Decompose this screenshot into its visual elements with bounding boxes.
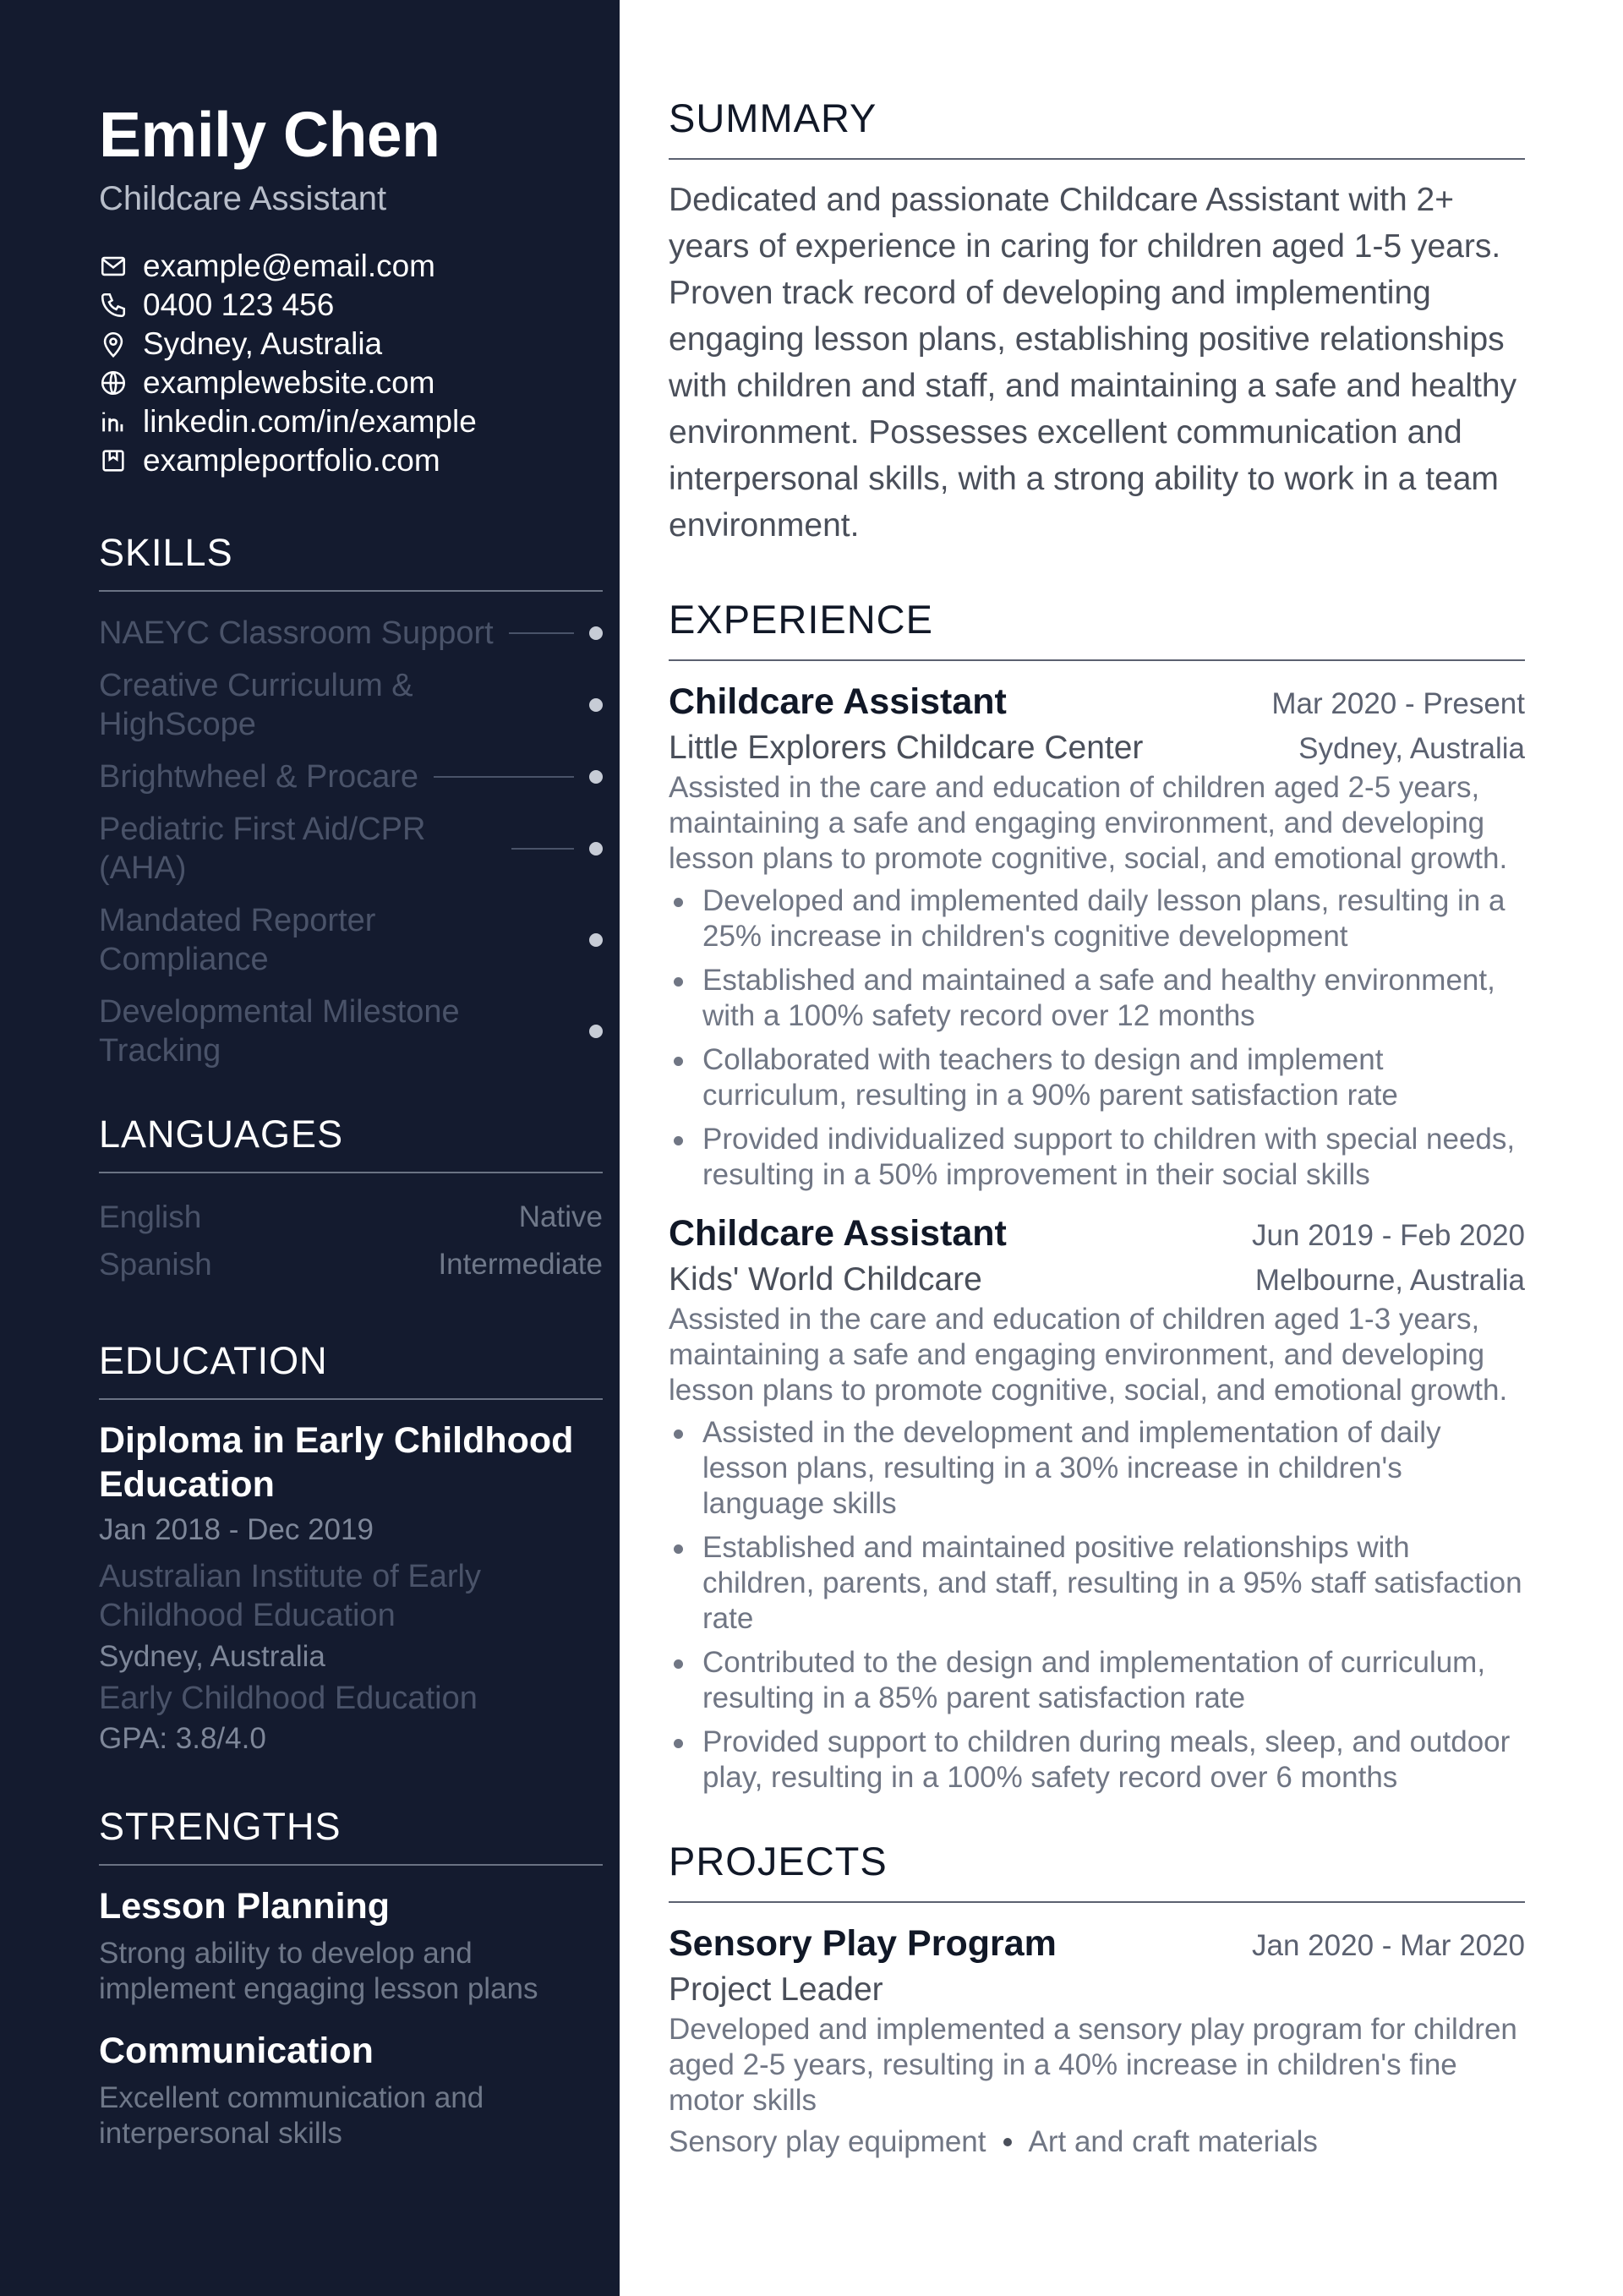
contact-location-text: Sydney, Australia: [143, 325, 383, 361]
job-bullet: Provided individualized support to children with special needs, resulting in a 50% improvement in their social skills: [669, 1122, 1525, 1193]
skill-dot: [589, 1025, 603, 1038]
globe-icon: [99, 369, 128, 397]
projects-heading: PROJECTS: [669, 1838, 1525, 1903]
skill-dot: [589, 626, 603, 640]
project-tool: Sensory play equipment: [669, 2125, 986, 2158]
project-title: Sensory Play Program: [669, 1923, 1057, 1964]
project-dates: Jan 2020 - Mar 2020: [1252, 1929, 1525, 1962]
experience-heading: EXPERIENCE: [669, 596, 1525, 661]
language-item: [99, 1194, 603, 1241]
education-location: Sydney, Australia: [99, 1639, 325, 1673]
skill-connector: [434, 776, 574, 778]
skills-list: [99, 614, 603, 1070]
skill-label: NAEYC Classroom Support: [99, 615, 494, 651]
contact-list: [99, 247, 603, 480]
phone-icon: [99, 291, 128, 320]
education-field: Early Childhood Education: [99, 1680, 478, 1716]
contact-location: [99, 325, 603, 364]
job-location: Melbourne, Australia: [1254, 1264, 1525, 1297]
skill-label: Brightwheel & Procare: [99, 758, 419, 795]
language-item: [99, 1241, 603, 1288]
contact-portfolio-text: exampleportfolio.com: [143, 442, 440, 478]
summary-heading: SUMMARY: [669, 95, 1525, 160]
linkedin-icon: [99, 407, 128, 436]
job-title: Childcare Assistant: [669, 681, 1007, 722]
skill-dot: [589, 770, 603, 784]
language-name: English: [99, 1199, 202, 1234]
job-description: Assisted in the care and education of children aged 1-3 years, maintaining a safe and engaging environment, and developing lesson plans to promote cognitive, social, and emotional growth.: [669, 1303, 1508, 1407]
experience-entry: [669, 681, 1525, 1193]
education-dates: Jan 2018 - Dec 2019: [99, 1512, 374, 1546]
strength-item: [99, 1886, 603, 2007]
skill-item: [99, 901, 603, 979]
job-dates: Mar 2020 - Present: [1271, 687, 1525, 720]
job-description: Assisted in the care and education of children aged 2-5 years, maintaining a safe and engaging environment, and developing lesson plans to promote cognitive, social, and emotional growth.: [669, 771, 1508, 875]
skill-item: [99, 614, 603, 653]
education-entry: [99, 1419, 603, 1756]
skill-item: [99, 666, 603, 744]
job-bullet: Contributed to the design and implementation of curriculum, resulting in a 85% parent satisfaction rate: [669, 1645, 1525, 1716]
skill-label: Developmental Milestone Tracking: [99, 993, 460, 1069]
strengths-list: [99, 1886, 603, 2151]
strengths-heading: STRENGTHS: [99, 1805, 603, 1866]
contact-linkedin-text: linkedin.com/in/example: [143, 403, 477, 439]
skill-item: [99, 810, 603, 888]
job-bullets: [669, 883, 1525, 1193]
skill-connector: [511, 848, 574, 850]
project-description: Developed and implemented a sensory play program for children aged 2-5 years, resulting in a 40% increase in children's fine motor skills: [669, 2013, 1517, 2117]
main-content: [620, 0, 1623, 2296]
job-bullet: Assisted in the development and implementation of daily lesson plans, resulting in a 30% increase in children's language skills: [669, 1415, 1525, 1522]
contact-phone-text: 0400 123 456: [143, 287, 335, 322]
contact-website-text: examplewebsite.com: [143, 364, 435, 400]
contact-portfolio[interactable]: [99, 441, 603, 480]
education-heading: EDUCATION: [99, 1339, 603, 1400]
candidate-role: Childcare Assistant: [99, 179, 387, 217]
education-degree: Diploma in Early Childhood Education: [99, 1419, 574, 1505]
job-location: Sydney, Australia: [1298, 732, 1525, 765]
job-bullet: Developed and implemented daily lesson plans, resulting in a 25% increase in children's cognitive development: [669, 883, 1525, 954]
skill-label: Mandated Reporter Compliance: [99, 902, 376, 977]
job-bullet: Established and maintained positive relationships with children, parents, and staff, resulting in a 95% staff satisfaction rate: [669, 1530, 1525, 1637]
candidate-name: Emily Chen: [99, 99, 440, 170]
job-bullet: Established and maintained a safe and healthy environment, with a 100% safety record over 12 months: [669, 963, 1525, 1034]
strength-item: [99, 2031, 603, 2151]
education-institution: Australian Institute of Early Childhood Education: [99, 1558, 481, 1633]
skill-connector: [509, 632, 574, 634]
job-dates: Jun 2019 - Feb 2020: [1251, 1219, 1525, 1252]
contact-linkedin[interactable]: [99, 402, 603, 441]
email-icon: [99, 252, 128, 281]
job-bullets: [669, 1415, 1525, 1796]
skill-item: [99, 992, 603, 1070]
education-gpa: GPA: 3.8/4.0: [99, 1721, 266, 1755]
location-icon: [99, 330, 128, 358]
skill-dot: [589, 842, 603, 856]
skill-label: Pediatric First Aid/CPR (AHA): [99, 811, 426, 886]
project-tool: Art and craft materials: [1028, 2125, 1318, 2158]
summary-text: Dedicated and passionate Childcare Assistant with 2+ years of experience in caring for children aged 1-5 years. Proven track record of developing and implementing engaging lesson plans, establishing positive relationships with children and staff, and maintaining a safe and healthy environment. Possesses excellent communication and interpersonal skills, with a strong ability to work in a team environment.: [669, 182, 1517, 544]
contact-email[interactable]: [99, 247, 603, 286]
strength-title: Communication: [99, 2030, 374, 2071]
skill-dot: [589, 933, 603, 947]
strength-desc: Strong ability to develop and implement engaging lesson plans: [99, 1936, 538, 2005]
languages-list: [99, 1194, 603, 1288]
sidebar: [0, 0, 620, 2296]
strength-title: Lesson Planning: [99, 1885, 391, 1927]
tool-separator: [1003, 2138, 1012, 2146]
skills-heading: SKILLS: [99, 531, 603, 592]
job-bullet: Collaborated with teachers to design and implement curriculum, resulting in a 90% parent satisfaction rate: [669, 1042, 1525, 1113]
project-role: Project Leader: [669, 1971, 883, 2008]
language-level: Intermediate: [438, 1247, 603, 1281]
skill-item: [99, 757, 603, 796]
portfolio-icon: [99, 446, 128, 475]
contact-email-text: example@email.com: [143, 248, 436, 283]
job-company: Kids' World Childcare: [669, 1261, 982, 1298]
project-tools: [669, 2125, 1525, 2159]
contact-website[interactable]: [99, 364, 603, 402]
language-level: Native: [518, 1200, 603, 1233]
experience-entry: [669, 1213, 1525, 1796]
job-bullet: Provided support to children during meals, sleep, and outdoor play, resulting in a 100% safety record over 6 months: [669, 1725, 1525, 1796]
job-title: Childcare Assistant: [669, 1213, 1007, 1254]
skill-label: Creative Curriculum & HighScope: [99, 667, 413, 742]
contact-phone[interactable]: [99, 286, 603, 325]
language-name: Spanish: [99, 1246, 212, 1282]
job-company: Little Explorers Childcare Center: [669, 730, 1144, 766]
project-entry: [669, 1923, 1525, 2159]
skill-dot: [589, 698, 603, 712]
strength-desc: Excellent communication and interpersonal skills: [99, 2080, 484, 2150]
languages-heading: LANGUAGES: [99, 1112, 603, 1173]
